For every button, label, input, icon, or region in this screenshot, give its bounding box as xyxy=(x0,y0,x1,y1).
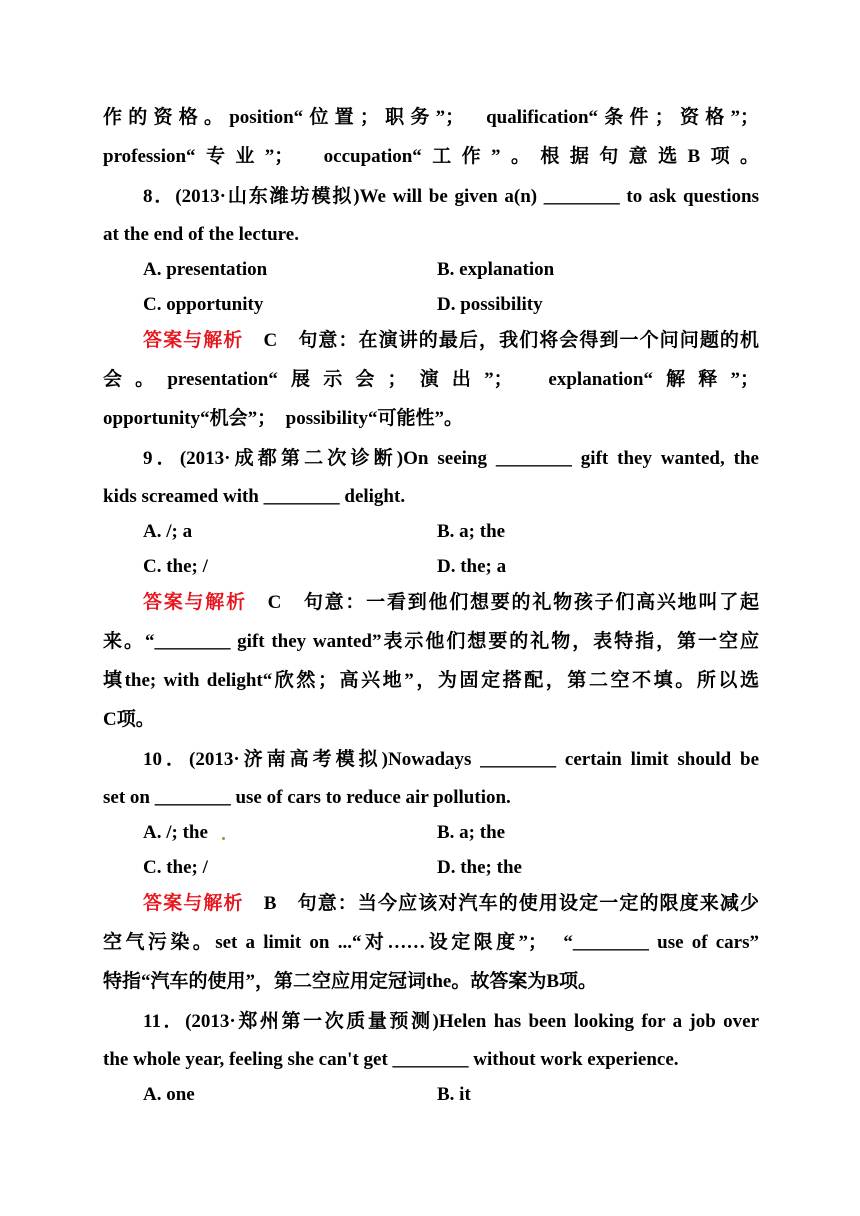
question-10-option-a: A. /; the xyxy=(143,822,208,843)
text-line: 填the; with delight“欣然；高兴地”，为固定搭配，第二空不填。所以选 xyxy=(103,670,759,691)
question-9-stem: 9．(2013·成都第二次诊断)On seeing ________ gift they wanted, the xyxy=(143,448,759,469)
question-9-option-d: D. the; a xyxy=(437,556,507,577)
question-8-option-a: A. presentation xyxy=(143,259,268,280)
speck-mark xyxy=(222,837,225,840)
question-8-option-b: B. explanation xyxy=(437,259,555,280)
question-8-stem: 8．(2013·山东潍坊模拟)We will be given a(n) ________ to ask questions xyxy=(143,186,759,207)
question-9-explanation xyxy=(143,590,759,616)
question-11-option-a: A. one xyxy=(143,1084,195,1105)
question-8-option-c: C. opportunity xyxy=(143,294,264,315)
question-11-option-b: B. it xyxy=(437,1084,471,1105)
answer-label: 答案与解析 xyxy=(143,893,244,914)
text-line: 来。“________ gift they wanted”表示他们想要的礼物，表特指，第一空应 xyxy=(103,631,759,652)
question-9-option-a: A. /; a xyxy=(143,521,193,542)
explanation-text: C 句意：在演讲的最后，我们将会得到一个问问题的机 xyxy=(263,330,759,351)
question-10-stem: 10．(2013·济南高考模拟)Nowadays ________ certain limit should be xyxy=(143,749,759,770)
explanation-text: B 句意：当今应该对汽车的使用设定一定的限度来减少 xyxy=(263,893,759,914)
question-11-stem: 11．(2013·郑州第一次质量预测)Helen has been looking for a job over xyxy=(143,1011,759,1032)
explanation-text: C 句意：一看到他们想要的礼物孩子们高兴地叫了起 xyxy=(267,592,759,613)
question-10-option-c: C. the; / xyxy=(143,857,208,878)
question-8-option-d: D. possibility xyxy=(437,294,543,315)
answer-label: 答案与解析 xyxy=(143,330,244,351)
answer-label: 答案与解析 xyxy=(143,592,247,613)
question-11-stem-cont: the whole year, feeling she can't get ________ without work experience. xyxy=(103,1049,679,1070)
question-10-option-d: D. the; the xyxy=(437,857,522,878)
question-9-stem-cont: kids screamed with ________ delight. xyxy=(103,486,406,507)
text-line: C项。 xyxy=(103,709,155,730)
question-10-stem-cont: set on ________ use of cars to reduce air pollution. xyxy=(103,787,511,808)
question-10-option-b: B. a; the xyxy=(437,822,506,843)
question-8-stem-cont: at the end of the lecture. xyxy=(103,224,299,245)
text-line: 会。presentation“展示会；演出”； explanation“解释”； xyxy=(103,369,759,390)
text-line: 空气污染。set a limit on ...“对……设定限度”； “________ use of cars” xyxy=(103,932,759,953)
text-line: 特指“汽车的使用”，第二空应用定冠词the。故答案为B项。 xyxy=(103,971,598,992)
text-line: 作的资格。position“位置；职务”； qualification“条件；资格”； xyxy=(103,107,759,128)
question-9-option-b: B. a; the xyxy=(437,521,506,542)
text-line: profession“专业”； occupation“工作”。根据句意选B项。 xyxy=(103,146,759,167)
question-10-explanation xyxy=(143,891,759,917)
question-9-option-c: C. the; / xyxy=(143,556,208,577)
question-8-explanation xyxy=(143,328,759,354)
text-line: opportunity“机会”； possibility“可能性”。 xyxy=(103,408,463,429)
